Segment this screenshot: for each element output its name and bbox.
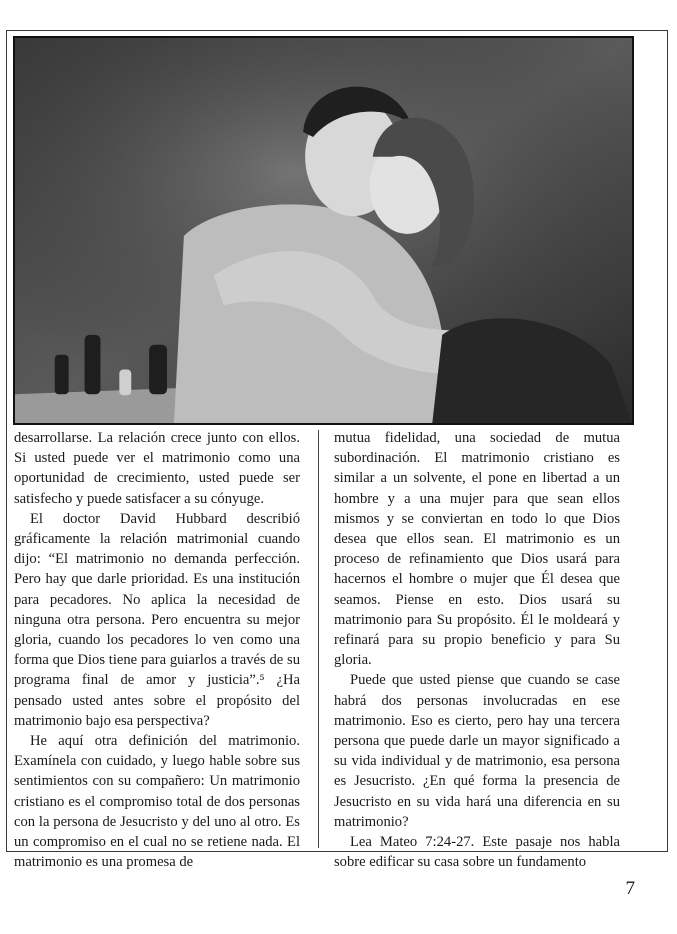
paragraph: desarrollarse. La relación crece junto con ellos. Si usted puede ver el matrimonio como una oportunidad de crecimiento, usted puede ser satisfecho y puede satisfacer a su cónyuge. — [14, 430, 300, 507]
page-number: 7 — [625, 878, 635, 899]
paragraph: El doctor David Hubbard describió gráficamente la relación matrimonial cuando dijo: “El matrimonio no demanda perfección. Pero hay que darle prioridad. Es una institución para pecadores. No aplica la necesidad de ninguna otra persona. Pero encuentra su mejor gloria, cuando los pecadores lo ven como una forma que Dios tiene para guiarlos a través de su programa final de amor y justicia”.⁵ ¿Ha pensado usted antes sobre el propósito del matrimonio bajo esa perspectiva? — [14, 510, 300, 729]
column-divider — [318, 430, 319, 848]
right-column — [334, 428, 620, 872]
paragraph: He aquí otra definición del matrimonio. Examínela con cuidado, y luego hable sobre sus sentimientos con su compañero: Un matrimonio cristiano es el compromiso total de dos personas con la persona de Jesucristo y del uno al otro. Es un compromiso en el cual no se retiene nada. El matrimonio es una promesa de — [14, 733, 300, 871]
couple-embracing-illustration — [15, 38, 632, 423]
paragraph: mutua fidelidad, una sociedad de mutua subordinación. El matrimonio cristiano es similar a un solvente, el pone en libertad a un hombre y a una mujer para que sean ellos mismos y se conviertan en todo lo que Dios desea que ellos sean. El matrimonio es un proceso de refinamiento que Dios usará para hacernos el hombre o mujer que Él desea que seamos. Piense en esto. Dios usará su matrimonio para Su propósito. Él le moldeará y refinará para su propio beneficio y para Su gloria. — [334, 430, 620, 669]
paragraph: Lea Mateo 7:24-27. Este pasaje nos habla sobre edificar su casa sobre un fundamento — [334, 834, 620, 871]
left-column — [14, 428, 300, 872]
couple-photo — [13, 36, 634, 425]
paragraph: Puede que usted piense que cuando se case habrá dos personas involucradas en ese matrimonio. Eso es cierto, pero hay una tercera persona que puede darle un mayor significado a su vida individual y de matrimonio, esa persona es Jesucristo. ¿En qué forma la presencia de Jesucristo en su vida hará una diferencia en su matrimonio? — [334, 672, 620, 830]
